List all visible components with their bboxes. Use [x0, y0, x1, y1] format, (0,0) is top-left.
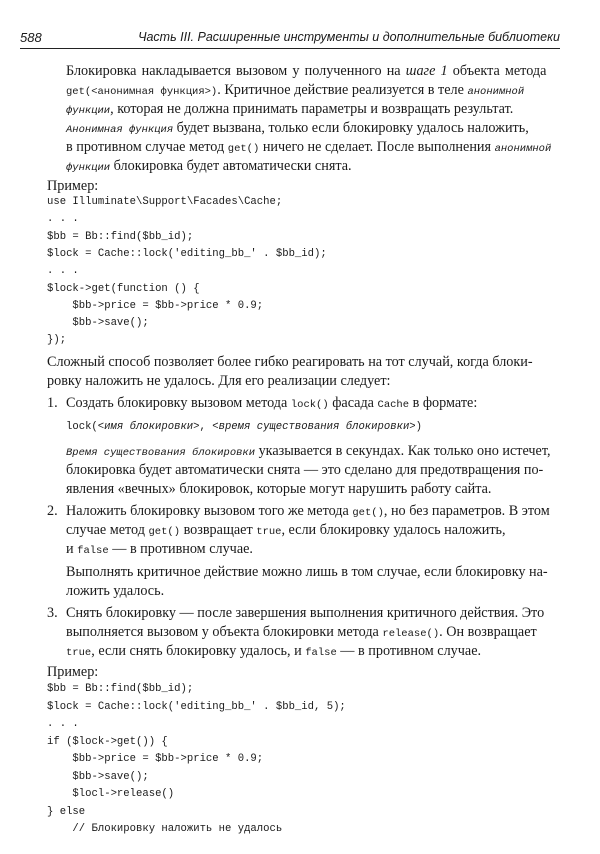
item1-para-line2: блокировка будет автоматически снята — это сделано для предотвращения по- — [66, 462, 544, 478]
code2-line: // Блокировку наложить не удалось — [47, 823, 283, 835]
code1-line: . . . — [47, 265, 79, 277]
code1-line: $bb->price = $bb->price * 0.9; — [47, 300, 264, 312]
item3-line2: выполняется вызовом у объекта блокировки метода release(). Он возвращает — [66, 624, 537, 640]
item3-line1: Снять блокировку — после завершения выполнения критичного действия. Это — [66, 605, 545, 621]
item3-line3: true, если снять блокировку удалось, и false — в противном случае. — [66, 643, 482, 659]
page-number: 588 — [20, 30, 42, 45]
code1-line: $lock = Cache::lock('editing_bb_' . $bb_id); — [47, 248, 327, 260]
code1-line: $lock->get(function () { — [47, 283, 200, 295]
code2-line: $bb->price = $bb->price * 0.9; — [47, 753, 264, 765]
code2-line: $bb = Bb::find($bb_id); — [47, 683, 194, 695]
code1-line: $bb = Bb::find($bb_id); — [47, 231, 194, 243]
item1-para-line3: явления «вечных» блокировок, которые могут нарушить работу сайта. — [66, 481, 492, 497]
item1-number: 1. — [47, 395, 58, 411]
code2-line: $bb->save(); — [47, 771, 149, 783]
item2-line2: случае метод get() возвращает true, если блокировку удалось наложить, — [66, 522, 506, 538]
item2-line3: и false — в противном случае. — [66, 541, 253, 557]
code2-line: $lock = Cache::lock('editing_bb_' . $bb_id, 5); — [47, 701, 346, 713]
item2-para-line2: ложить удалось. — [66, 583, 165, 599]
item1-para-line1: Время существования блокировки указывается в секундах. Как только оно истечет, — [66, 443, 551, 459]
running-title: Часть III. Расширенные инструменты и дополнительные библиотеки — [138, 30, 560, 44]
item1-line1: Создать блокировку вызовом метода lock() фасада Cache в формате: — [66, 395, 478, 411]
code1-line: . . . — [47, 213, 79, 225]
code2-line: if ($lock->get()) { — [47, 736, 168, 748]
para3-line2: ровку наложить не удалось. Для его реализации следует: — [47, 373, 391, 389]
item2-para-line1: Выполнять критичное действие можно лишь в том случае, если блокировку на- — [66, 564, 548, 580]
example1-label: Пример: — [47, 178, 99, 194]
item3-number: 3. — [47, 605, 58, 621]
code2-line: . . . — [47, 718, 79, 730]
para1-line2: get(<анонимная функция>). Критичное действие реализуется в теле анонимной — [66, 82, 525, 98]
para1-line1: Блокировка накладывается вызовом у полученного на шаге 1 объекта метода — [66, 63, 547, 79]
code2-line: } else — [47, 806, 86, 818]
para2-line1: Анонимная функция будет вызвана, только если блокировку удалось наложить, — [66, 120, 529, 136]
para2-line3: функции блокировка будет автоматически снята. — [66, 158, 352, 174]
code1-line: $bb->save(); — [47, 317, 149, 329]
page-header — [20, 30, 560, 48]
para2-line2: в противном случае метод get() ничего не сделает. После выполнения анонимной — [66, 139, 552, 155]
item2-number: 2. — [47, 503, 58, 519]
code1-line: use Illuminate\Support\Facades\Cache; — [47, 196, 283, 208]
para3-line1: Сложный способ позволяет более гибко реагировать на тот случай, когда блоки- — [47, 354, 533, 370]
header-rule — [20, 48, 560, 49]
item2-line1: Наложить блокировку вызовом того же метода get(), но без параметров. В этом — [66, 503, 550, 519]
example2-label: Пример: — [47, 664, 99, 680]
code1-line: }); — [47, 334, 67, 346]
para1-line3: функции, которая не должна принимать параметры и возвращать результат. — [66, 101, 514, 117]
code2-line: $locl->release() — [47, 788, 175, 800]
item1-format: lock(<имя блокировки>, <время существования блокировки>) — [66, 421, 423, 433]
